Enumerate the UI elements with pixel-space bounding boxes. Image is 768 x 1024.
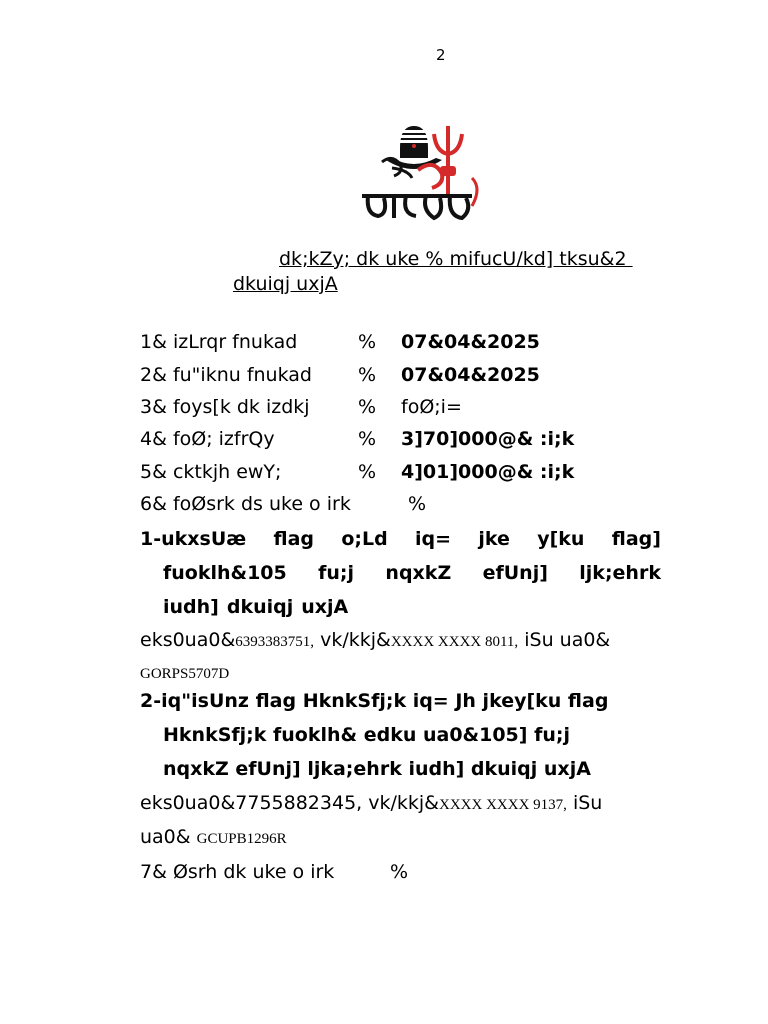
seller-1-line-1: 1-ukxsUæ flag o;Ld iq= jke y[ku flag] <box>140 528 661 550</box>
field-value: 4]01]000@& :i;k <box>401 461 575 483</box>
field-label: 1& izLrqr fnukad <box>140 331 298 353</box>
field-separator: % <box>358 396 377 418</box>
field-value: foØ;i= <box>401 396 462 418</box>
field-label: 2& fu"iknu fnukad <box>140 364 312 386</box>
office-title-line2: dkuiqj uxjA <box>233 273 338 295</box>
seller-2-line-1: 2-iq"isUnz flag HknkSfj;k iq= Jh jkey[ku flag <box>140 690 609 712</box>
pan-label: iSu ua0& <box>518 629 611 651</box>
page-number: 2 <box>436 46 446 64</box>
field-value: 07&04&2025 <box>401 364 540 386</box>
mobile-label: eks0ua0& <box>140 629 236 651</box>
mahadev-shivling-trishul-logo-icon <box>322 118 522 238</box>
field-row-seller-heading <box>140 493 680 519</box>
seller-2-details <box>140 684 661 786</box>
field-separator: % <box>358 461 377 483</box>
field-value: 07&04&2025 <box>401 331 540 353</box>
field-row-sale-consideration <box>140 428 680 454</box>
seller-1-ids-line <box>140 629 610 651</box>
seller-1-line-3: iudh] dkuiqj uxjA <box>163 596 349 618</box>
field-separator: % <box>358 428 377 450</box>
field-label: 3& foys[k dk izdkj <box>140 396 310 418</box>
aadhaar-label: , vk/kkj& <box>356 792 439 814</box>
seller-2-line-3: nqxkZ efUnj] ljka;ehrk iudh] dkuiqj uxjA <box>163 758 591 780</box>
pan-label: iSu <box>566 792 603 814</box>
field-label: 6& foØsrk ds uke o irk <box>140 493 351 515</box>
seller-1-line-2: fuoklh&105 fu;j nqxkZ efUnj] ljk;ehrk <box>163 562 661 584</box>
field-separator: % <box>390 861 409 883</box>
aadhaar-number: XXXX XXXX 9137, <box>439 797 567 813</box>
field-label: 7& Øsrh dk uke o irk <box>140 861 335 883</box>
field-label: 5& cktkjh ewY; <box>140 461 282 483</box>
seller-1-details <box>140 522 661 624</box>
field-row-market-value <box>140 461 680 487</box>
field-separator: % <box>358 331 377 353</box>
field-label: 4& foØ; izfrQy <box>140 428 275 450</box>
seller-1-pan-line <box>140 661 229 683</box>
field-value: 3]70]000@& :i;k <box>401 428 575 450</box>
field-separator: % <box>408 493 427 515</box>
mobile-number: 6393383751, <box>235 634 315 650</box>
field-row-presented-date <box>140 331 680 357</box>
aadhaar-number: XXXX XXXX 8011, <box>390 634 519 650</box>
seller-2-pan-line <box>140 826 287 848</box>
pan-number: GORPS5707D <box>140 666 230 682</box>
field-separator: % <box>358 364 377 386</box>
field-row-execution-date <box>140 364 680 390</box>
mobile-label: eks0ua0& <box>140 792 236 814</box>
mobile-number: 7755882345 <box>235 792 357 814</box>
office-title-line1: dk;kZy; dk uke % mifucU/kd] tksu&2 <box>279 248 633 270</box>
field-row-document-type <box>140 396 680 422</box>
field-row-buyer-heading <box>140 861 680 887</box>
seller-2-line-2: HknkSfj;k fuoklh& edku ua0&105] fu;j <box>163 724 570 746</box>
seller-2-ids-line <box>140 792 602 814</box>
aadhaar-label: vk/kkj& <box>314 629 391 651</box>
pan-number: GCUPB1296R <box>196 831 287 847</box>
pan-label-2: ua0& <box>140 826 197 848</box>
